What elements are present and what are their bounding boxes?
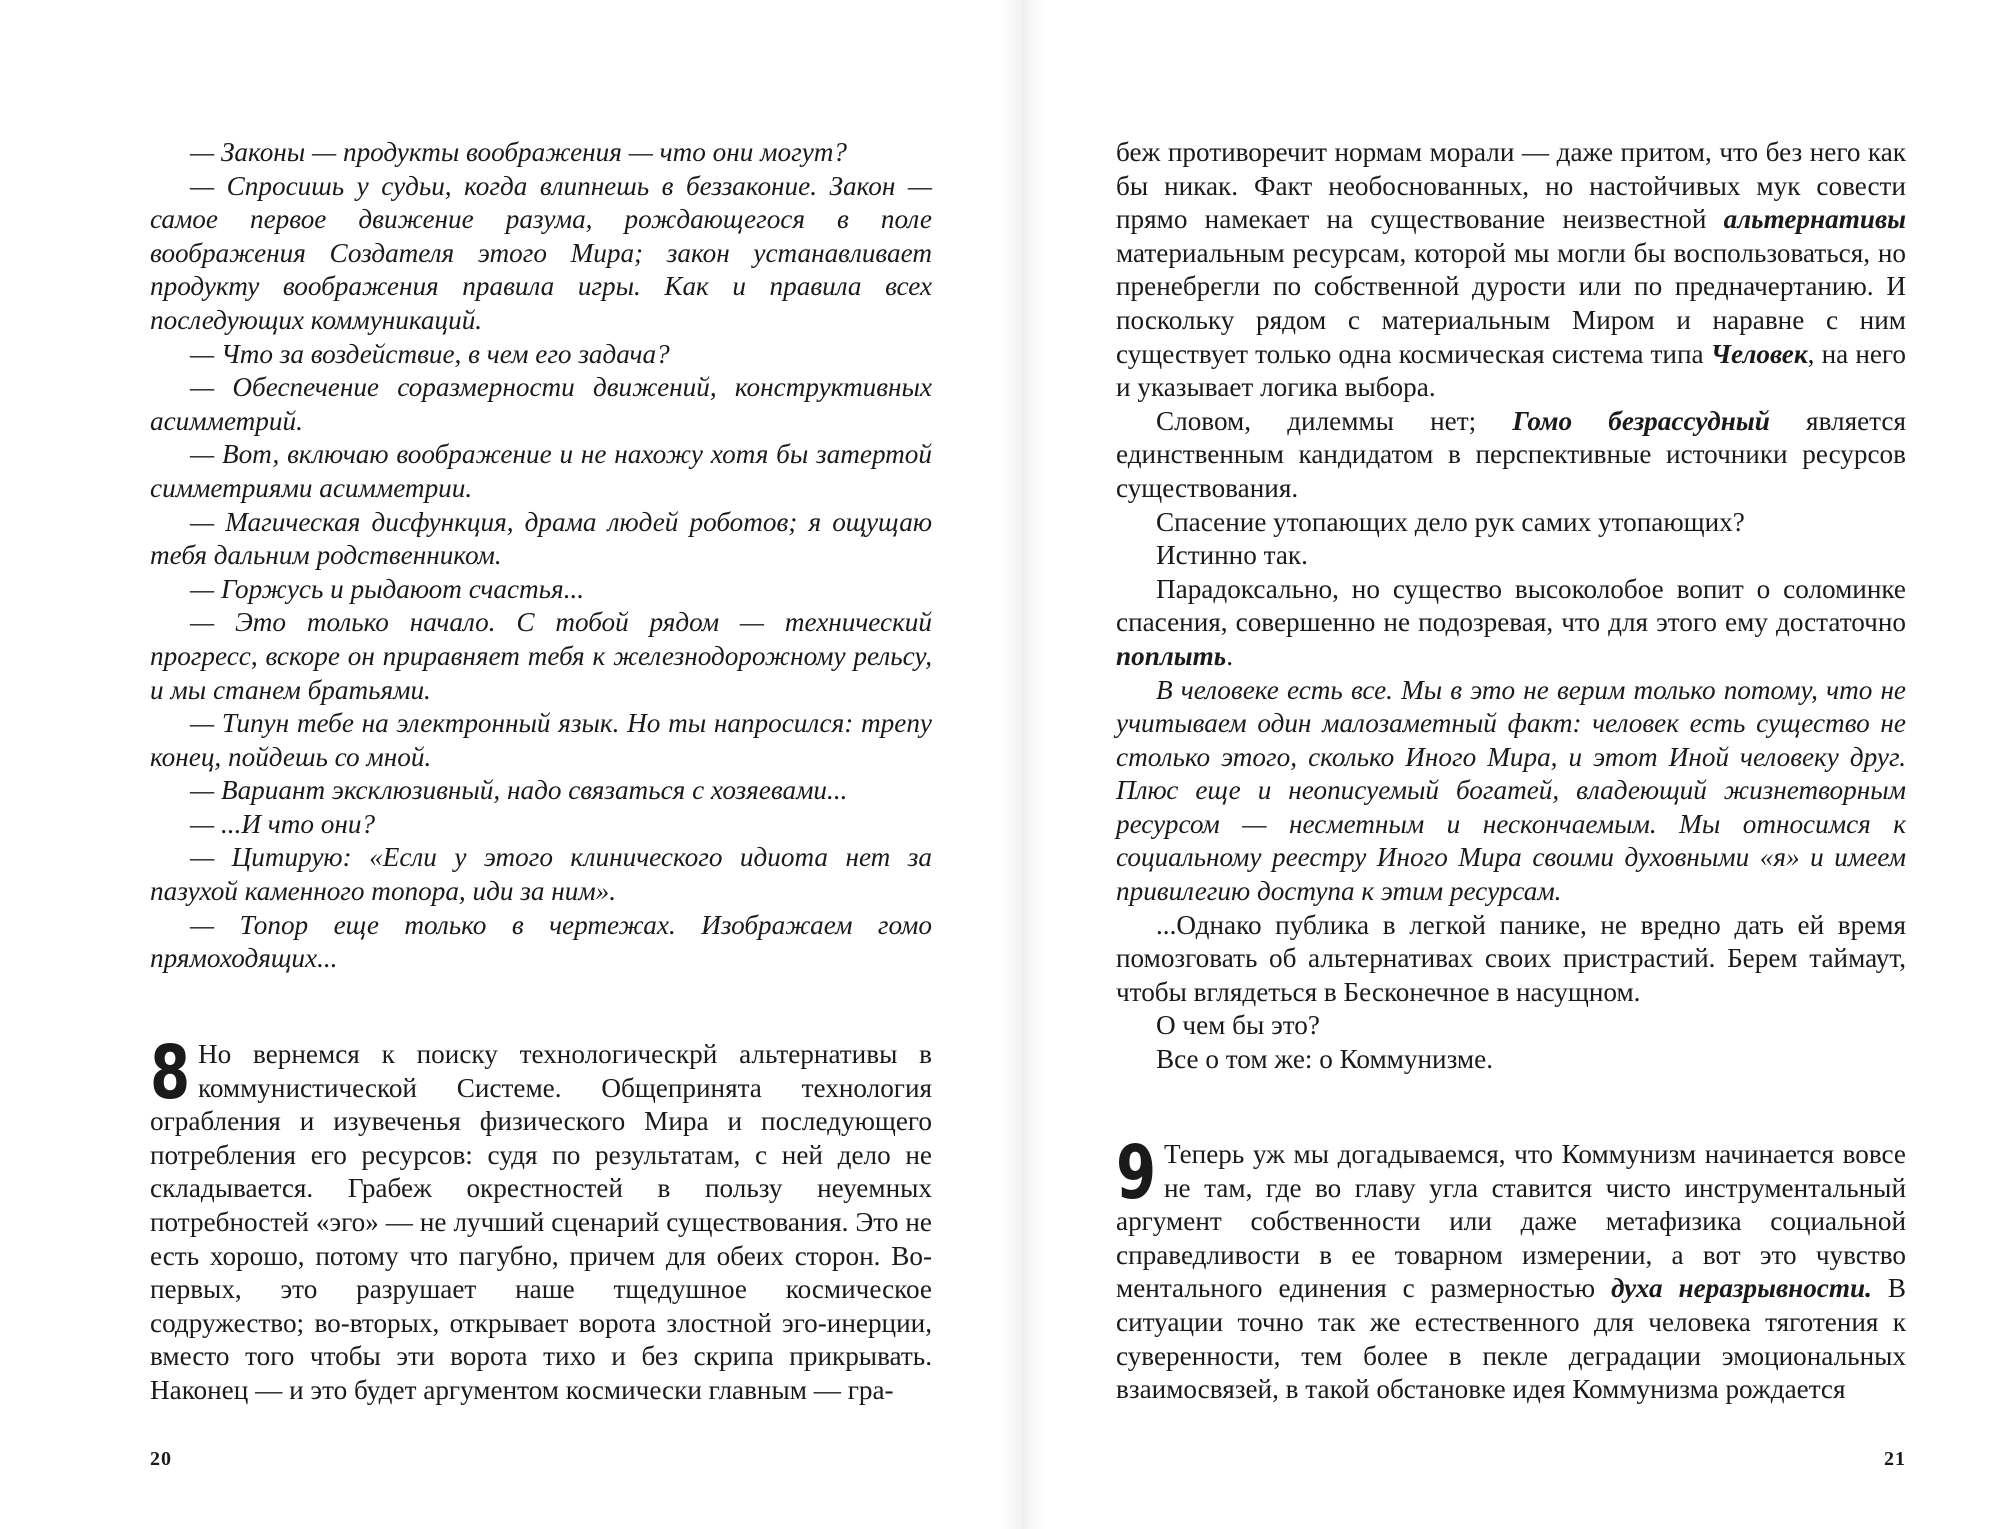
dialogue-line: — Горжусь и рыдаюот счастья... (190, 573, 585, 604)
section-9-text (1116, 1130, 1907, 1407)
emphasis-chelovek: Человек (1710, 338, 1808, 369)
page-number-left: 20 (150, 1448, 172, 1470)
text-run: В ситуации точно так же естественного для человека тяготения к суверенности, тем более в пекле деградации эмоциональных взаимосвязей, в такой обстановке идея Коммунизма рождается (1116, 1273, 1907, 1405)
text-run: . (1226, 640, 1234, 671)
emphasis-dukha: духа неразрывности. (1610, 1273, 1872, 1304)
paragraph (1116, 573, 1906, 674)
dialogue-block (150, 136, 932, 976)
paragraph-italic: В человеке есть все. Мы в это не верим только потому, что не учитываем один малозаметный факт: человек есть существо не столько этого, сколько Иного Мира, и этот Иной человеку друг. Плюс еще и неописуемый богатей, владеющий жизнетворным ресурсом — несметным и нескончаемым. Мы относимся к социальному реестру Иного Мира своими духовными «я» и имеем привилегию доступа к этим ресурсам. (1116, 674, 1906, 907)
paragraph: Все о том же: о Коммунизме. (1156, 1044, 1494, 1075)
text-run: Словом, дилеммы нет; (1156, 405, 1513, 436)
paragraph: ...Однако публика в легкой панике, не вредно дать ей время помозговать об альтернативах своих пристрастий. Берем таймаут, чтобы вглядеться в Бесконечное в насущном. (1116, 909, 1906, 1007)
paragraph: Истинно так. (1156, 540, 1308, 571)
dialogue-line: — ...И что они? (190, 808, 376, 839)
dialogue-line: — Вариант эксклюзивный, надо связаться с хозяевами... (190, 775, 848, 806)
text-run: Теперь уж мы догадываемся, что Коммунизм начинается вовсе не там, где во главу угла ставится чисто инструментальный аргумент собственности или даже метафизика социальной справедливости в ее товарном измерении, а вот это чувство ментального единения с размерностью (1116, 1139, 1906, 1304)
section-number-8: 8 (150, 1030, 191, 1116)
dialogue-line: — Спросишь у судьи, когда влипнешь в беззаконие. Закон — самое первое движение разума, рождающегося в поле воображения Создателя этого Мира; закон устанавливает продукту воображения правила игры. Как и правила всех последующих коммуникаций. (150, 170, 932, 335)
text-run: является единственным кандидатом в перспективные источники ресурсов существования. (1116, 405, 1906, 503)
paragraph: Спасение утопающих дело рук самих утопающих? (1156, 506, 1745, 537)
section-8 (150, 1030, 932, 1408)
dialogue-line: — Топор еще только в чертежах. Изображаем гомо прямоходящих... (150, 909, 932, 974)
emphasis-poplyt: поплыть (1116, 640, 1227, 671)
section-8-text: Но вернемся к поиску технологическрй альтернативы в коммунистической Системе. Общепринята технология ограбления и изувеченья физического Мира и последующего потребления его ресурсов: судя по результатам, с ней дело не складывается. Грабеж окрестностей в пользу неуемных потребностей «эго» — не лучший сценарий существования. Это не есть хорошо, потому что пагубно, причем для обеих сторон. Во-первых, это разрушает наше тщедушное космическое содружество; во-вторых, открывает ворота злостной эго-инерции, вместо того чтобы эти ворота тихо и без скрипа прикрывать. Наконец — и это будет аргументом космически главным — гра- (150, 1039, 932, 1405)
dialogue-line: — Цитирую: «Если у этого клинического идиота нет за пазухой каменного топора, иди за ним». (150, 842, 932, 907)
dialogue-line: — Вот, включаю воображение и не нахожу хотя бы затертой симметриями асимметрии. (150, 439, 932, 503)
text-run: , на него и указывает логика выбора. (1116, 338, 1907, 403)
right-page (1000, 0, 2000, 1529)
right-main-text (1116, 136, 1906, 1077)
section-9 (1116, 1130, 1907, 1407)
text-run: беж противоречит нормам морали — даже притом, что без него как бы никак. Факт необоснованных, но настойчивых мук совести прямо намекает на существование неизвестной (1116, 137, 1906, 235)
paragraph (1116, 405, 1906, 506)
text-run: материальным ресурсам, которой мы могли бы воспользоваться, но пренебрегли по собственной дурости или по предначертанию. И поскольку рядом с материальным Миром и наравне с ним существует только одна космическая система типа (1116, 237, 1906, 369)
dialogue-line: — Что за воздействие, в чем его задача? (190, 338, 670, 369)
emphasis-alternativy: альтернативы (1723, 204, 1906, 235)
dialogue-line: — Типун тебе на электронный язык. Но ты напросился: трепу конец, пойдешь со мной. (150, 708, 932, 772)
text-run: Парадоксально, но существо высоколобое вопит о соломинке спасения, совершенно не подозревая, что для этого ему достаточно (1116, 573, 1906, 638)
paragraph-continuation (1116, 136, 1906, 405)
paragraph: О чем бы это? (1156, 1010, 1320, 1041)
dialogue-line: — Магическая дисфункция, драма людей роботов; я ощущаю тебя дальним родственником. (150, 506, 932, 571)
emphasis-gomo: Гомо безрассудный (1512, 405, 1770, 436)
page-number-right: 21 (1884, 1448, 1906, 1470)
dialogue-line: — Это только начало. С тобой рядом — технический прогресс, вскоре он приравняет тебя к железнодорожному рельсу, и мы станем братьями. (150, 607, 932, 705)
dialogue-line: — Обеспечение соразмерности движений, конструктивных асимметрий. (150, 372, 932, 436)
section-number-9: 9 (1116, 1130, 1157, 1216)
dialogue-line: — Законы — продукты воображения — что они могут? (190, 137, 847, 167)
